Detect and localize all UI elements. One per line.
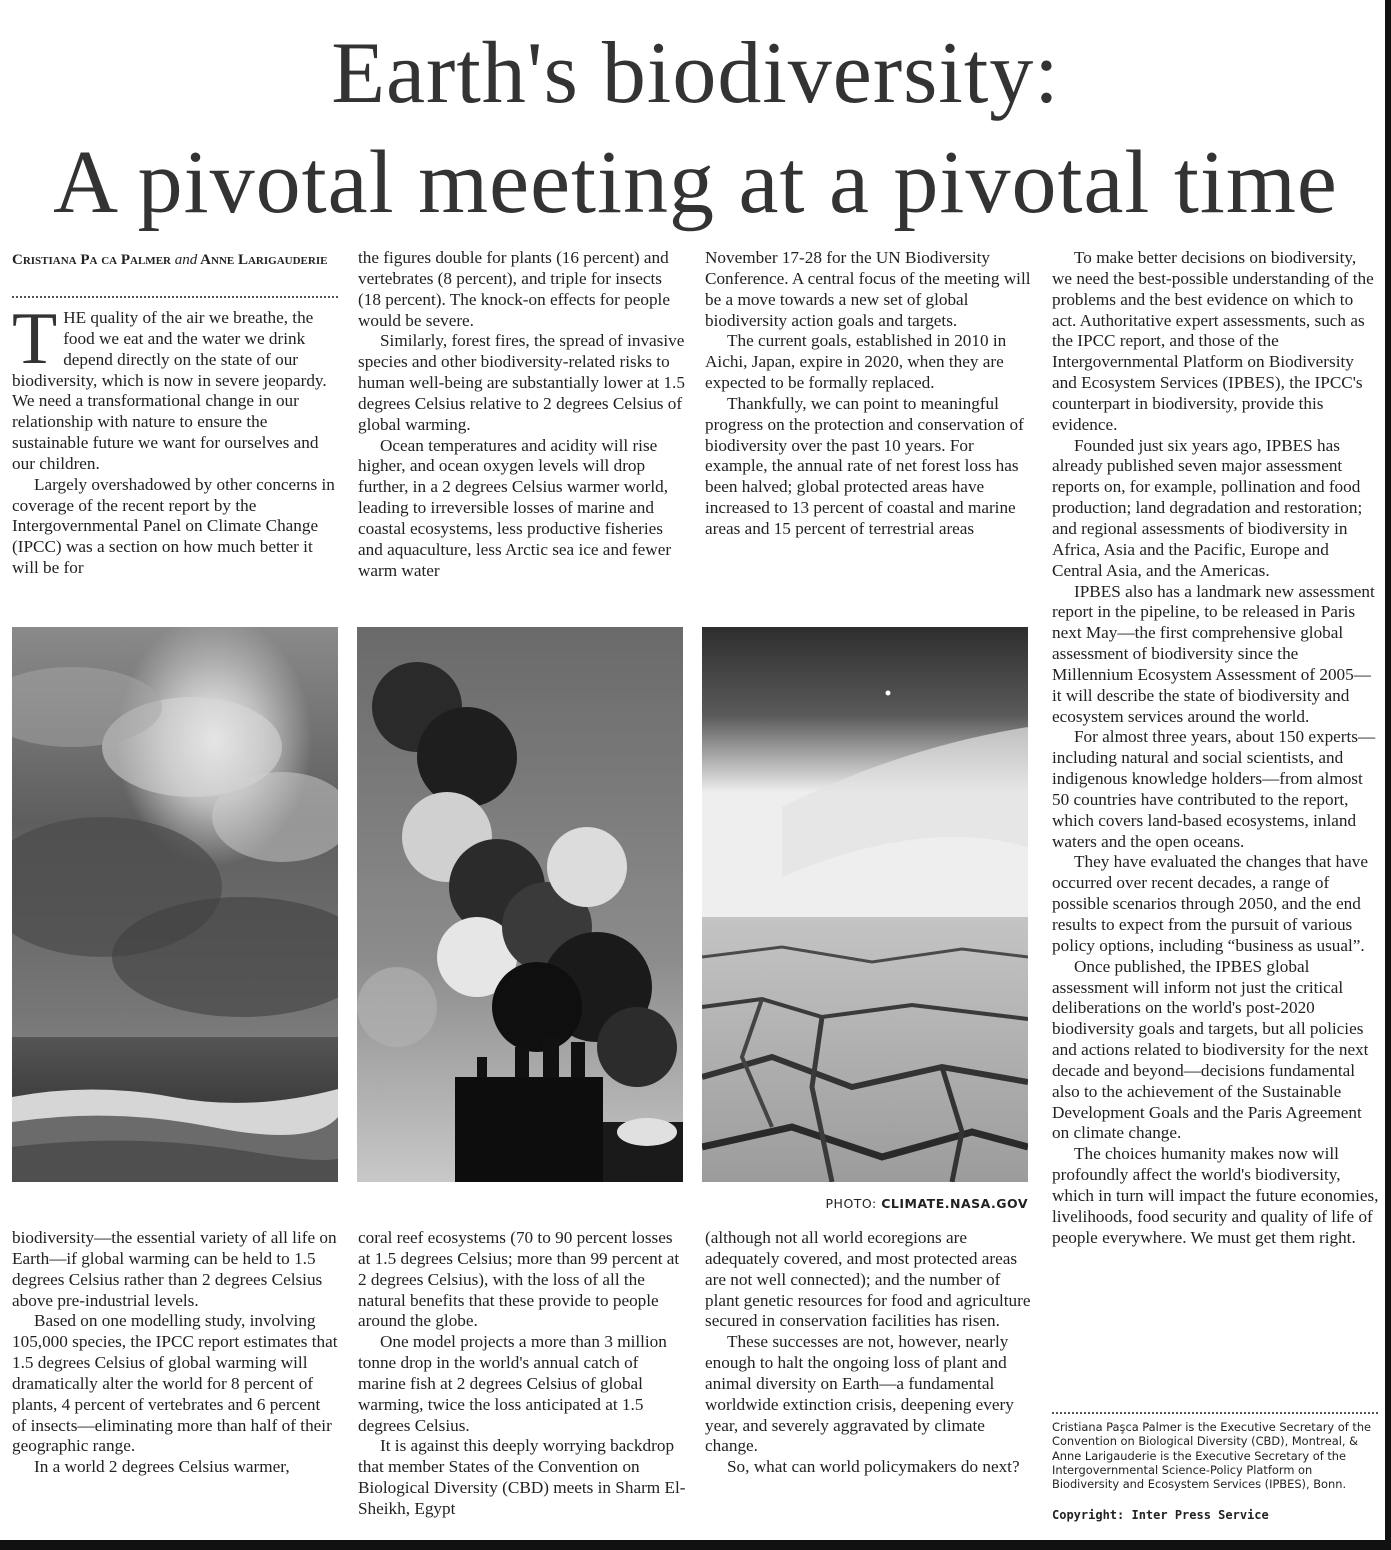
paragraph: Largely overshadowed by other concerns in coverage of the recent report by the Intergovernmental Panel on Climate Change (IPCC) was a section on how much better it will be for	[12, 474, 335, 578]
byline-author-2: Anne Larigauderie	[200, 252, 328, 268]
headline-line-2: A pivotal meeting at a pivotal time	[53, 133, 1338, 232]
photo-sea-ice	[702, 627, 1028, 1182]
right-column	[1052, 248, 1380, 1400]
paragraph: One model projects a more than 3 million tonne drop in the world's annual catch of marine fish at 2 degrees Celsius of global warming, twice the loss anticipated at 1.5 degrees Celsius.	[358, 1332, 667, 1435]
paragraph: Based on one modelling study, involving 105,000 species, the IPCC report estimates that 1.5 degrees Celsius of global warming will dramatically alter the world for 8 percent of plants, 4 percent of vertebrates and 6 percent of insects—eliminating more than half of their geographic range.	[12, 1311, 338, 1456]
paragraph: Similarly, forest fires, the spread of invasive species and other biodiversity-related risks to human well-being are substantially lower at 1.5 degrees Celsius relative to 2 degrees Celsius of global warming.	[358, 331, 685, 434]
copyright-notice: Copyright: Inter Press Service	[1052, 1508, 1269, 1522]
photo-smokestacks	[357, 627, 683, 1182]
photo-credit-label: PHOTO:	[825, 1196, 882, 1211]
page-border-bottom	[0, 1540, 1391, 1550]
page-border-right	[1385, 0, 1391, 1550]
paragraph: biodiversity—the essential variety of all life on Earth—if global warming can be held to 1.5 degrees Celsius rather than 2 degrees Celsius above pre-industrial levels.	[12, 1228, 337, 1310]
paragraph-text: quality of the air we breathe, the food we eat and the water we drink depend directly on the state of our biodiversity, which is now in severe jeopardy. We need a transformational change in our relationship with nature to ensure the sustainable future we want for ourselves and our children.	[12, 308, 327, 473]
drop-cap: T	[12, 308, 58, 380]
paragraph: Ocean temperatures and acidity will rise higher, and ocean oxygen levels will drop further, in a 2 degrees Celsius warmer world, leading to irreversible losses of marine and coastal ecosystems, less productive fisheries and aquaculture, less Arctic sea ice and fewer warm water	[358, 435, 672, 580]
top-column-3	[705, 248, 1035, 606]
bio-divider	[1052, 1412, 1378, 1414]
byline	[12, 250, 338, 270]
paragraph: Once published, the IPBES global assessment will inform not just the critical deliberations on the world's post-2020 biodiversity goals and targets, but all policies and actions related to biodiversity for the next decade and beyond—decisions fundamental also to the achievement of the Sustainable Development Goals and the Paris Agreement on climate change.	[1052, 956, 1369, 1143]
paragraph: Founded just six years ago, IPBES has already published seven major assessment reports on, for example, pollination and food production; land degradation and restoration; and regional assessments of biodiversity in Africa, Asia and the Pacific, Europe and Central Asia, and the Americas.	[1052, 435, 1363, 580]
paragraph: IPBES also has a landmark new assessment report in the pipeline, to be released in Paris next May—the first comprehensive global assessment of biodiversity since the Millennium Ecosystem Assessment of 2005—it will describe the state of biodiversity and ecosystem services around the world.	[1052, 581, 1375, 726]
paragraph: In a world 2 degrees Celsius warmer,	[34, 1457, 290, 1477]
photo-credit	[702, 1196, 1028, 1211]
paragraph: November 17-28 for the UN Biodiversity Conference. A central focus of the meeting will be a move towards a new set of global biodiversity action goals and targets.	[705, 248, 1031, 330]
paragraph: They have evaluated the changes that have occurred over recent decades, a range of possible scenarios through 2050, and the end results to expect from the pursuit of various policy options, including “business as usual”.	[1052, 852, 1368, 955]
paragraph: The choices humanity makes now will profoundly affect the world's biodiversity, which in turn will impact the future economies, livelihoods, food security and quality of life of people everywhere. We must get them right.	[1052, 1144, 1379, 1247]
bottom-column-1	[12, 1228, 338, 1528]
paragraph: These successes are not, however, nearly enough to halt the ongoing loss of plant and animal diversity on Earth—a fundamental worldwide extinction crisis, deepening every year, and severely aggravated by climate change.	[705, 1332, 1014, 1456]
paragraph: the figures double for plants (16 percent) and vertebrates (8 percent), and triple for insects (18 percent). The knock-on effects for people would be severe.	[358, 248, 670, 330]
paragraph: The current goals, established in 2010 in Aichi, Japan, expire in 2020, when they are expected to be formally replaced.	[705, 331, 1007, 393]
paragraph: To make better decisions on biodiversity, we need the best-possible understanding of the problems and the best evidence on which to act. Authoritative expert assessments, such as the IPCC report, and those of the Intergovernmental Platform on Biodiversity and Ecosystem Services (IPBES), the IPCC's counterpart in biodiversity, provide this evidence.	[1052, 248, 1374, 434]
byline-author-1: Cristiana Pa ca Palmer	[12, 252, 171, 268]
bottom-column-3	[705, 1228, 1035, 1528]
lead-in: HE	[63, 308, 87, 327]
paragraph	[12, 308, 338, 475]
byline-divider	[12, 296, 338, 298]
headline-line-1: Earth's biodiversity:	[331, 25, 1060, 122]
paragraph: It is against this deeply worrying backdrop that member States of the Convention on Biological Diversity (CBD) meets in Sharm El-Sheikh, Egypt	[358, 1436, 686, 1518]
top-column-1	[12, 308, 338, 606]
paragraph: So, what can world policymakers do next?	[727, 1457, 1020, 1477]
photo-credit-source: CLIMATE.NASA.GOV	[881, 1196, 1028, 1211]
paragraph: For almost three years, about 150 experts—including natural and social scientists, and indigenous knowledge holders—from almost 50 countries have contributed to the report, which covers land-based ecosystems, inland waters and the open oceans.	[1052, 727, 1376, 851]
paragraph: coral reef ecosystems (70 to 90 percent losses at 1.5 degrees Celsius; more than 99 percent at 2 degrees Celsius), with the loss of all the natural benefits that these provide to people around the globe.	[358, 1228, 680, 1331]
paragraph: (although not all world ecoregions are adequately covered, and most protected areas are not well connected); and the number of plant genetic resources for food and agriculture secured in conservation facilities has risen.	[705, 1228, 1031, 1331]
paragraph: Thankfully, we can point to meaningful progress on the protection and conservation of biodiversity over the past 10 years. For example, the annual rate of net forest loss has been halved; global protected areas have increased to 13 percent of coastal and marine areas and 15 percent of terrestrial areas	[705, 393, 1024, 538]
bottom-column-2	[358, 1228, 686, 1528]
author-bio: Cristiana Paşca Palmer is the Executive Secretary of the Convention on Biological Diversity (CBD), Montreal, & Anne Larigauderie is the Executive Secretary of the Intergovernmental Science-Policy Platform on Biodiversity and Ecosystem Services (IPBES), Bonn.	[1052, 1420, 1372, 1492]
byline-conjunction: and	[174, 252, 198, 268]
photo-storm-clouds	[12, 627, 338, 1182]
top-column-2	[358, 248, 686, 606]
